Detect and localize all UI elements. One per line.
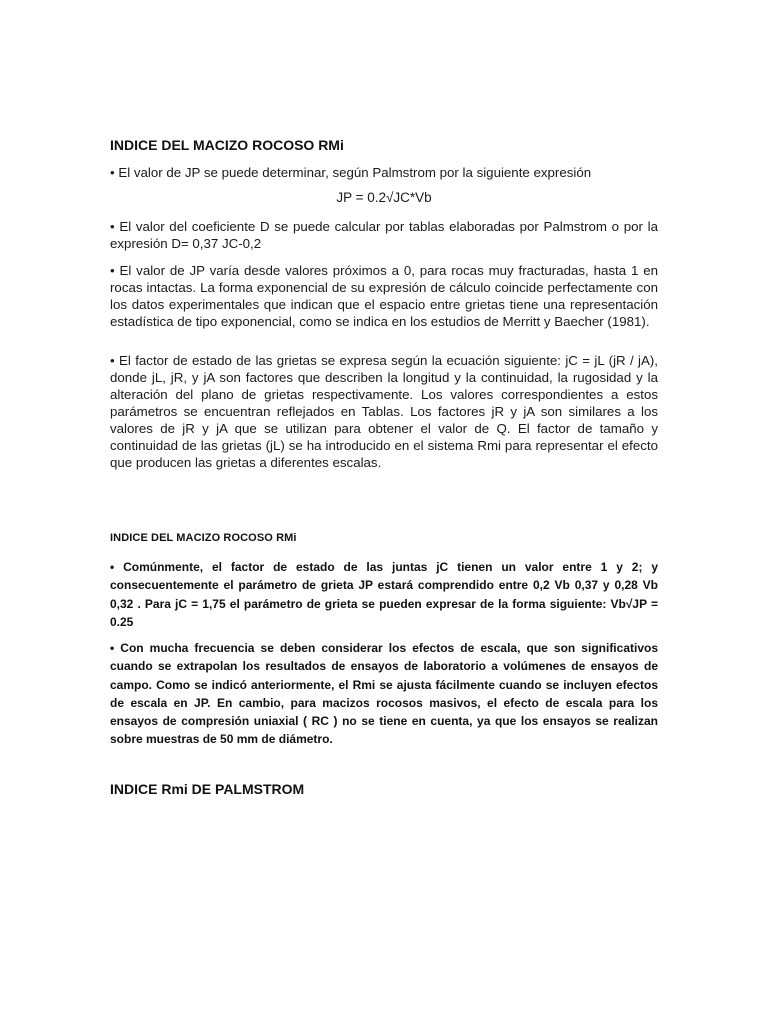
section2-paragraph-1: • Comúnmente, el factor de estado de las juntas jC tienen un valor entre 1 y 2; y consecuentemente el parámetro de grieta JP estará comprendido entre 0,2 Vb 0,37 y 0,28 Vb 0,32 . Para jC = 1,75 el parámetro de grieta se pueden expresar de la forma siguiente: Vb√JP = 0.25 <box>110 560 658 629</box>
section1-paragraph-4: • El factor de estado de las grietas se expresa según la ecuación siguiente: jC = jL (jR / jA), donde jL, jR, y jA son factores que describen la longitud y la continuidad, la rugosidad y la alteración del plano de grietas respectivamente. Los valores correspondientes a estos parámetros se encuentran reflejados en Tablas. Los factores jR y jA son similares a los valores de jR y jA que se utilizan para obtener el valor de Q. El factor de tamaño y continuidad de las grietas (jL) se ha introducido en el sistema Rmi para representar el efecto que producen las grietas a diferentes escalas. <box>110 353 658 470</box>
section1-title: INDICE DEL MACIZO ROCOSO RMi <box>110 137 344 153</box>
section1-paragraph-2: • El valor del coeficiente D se puede calcular por tablas elaboradas por Palmstrom o por la expresión D= 0,37 JC-0,2 <box>110 219 658 251</box>
section1-paragraph-1: • El valor de JP se puede determinar, según Palmstrom por la siguiente expresión <box>110 165 592 180</box>
section2-title: INDICE DEL MACIZO ROCOSO RMi <box>110 532 297 544</box>
section3-title: INDICE Rmi DE PALMSTROM <box>110 781 305 797</box>
jp-formula: JP = 0.2√JC*Vb <box>336 190 432 205</box>
section1-paragraph-3: • El valor de JP varía desde valores próximos a 0, para rocas muy fracturadas, hasta 1 en rocas intactas. La forma exponencial de su expresión de cálculo coincide perfectamente con los datos experimentales que indican que el espacio entre grietas tiene una representación estadística de tipo exponencial, como se indica en los estudios de Merritt y Baecher (1981). <box>110 263 658 329</box>
section2-paragraph-2: • Con mucha frecuencia se deben considerar los efectos de escala, que son significativos cuando se extrapolan los resultados de ensayos de laboratorio a volúmenes de ensayos de campo. Como se indicó anteriormente, el Rmi se ajusta fácilmente cuando se incluyen efectos de escala en JP. En cambio, para macizos rocosos masivos, el efecto de escala para los ensayos de compresión uniaxial ( RC ) no se tiene en cuenta, ya que los ensayos se realizan sobre muestras de 50 mm de diámetro. <box>110 641 658 747</box>
